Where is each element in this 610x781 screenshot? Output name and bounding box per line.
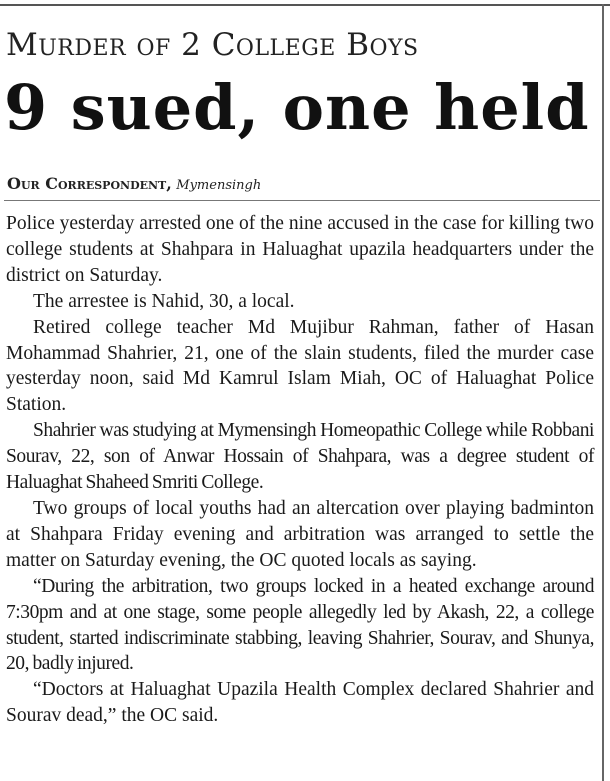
article-body (6, 211, 594, 729)
paragraph: Retired college teacher Md Mujibur Rahman, father of Hasan Mohammad Shahrier, 21, one of the slain students, filed the murder case yesterday noon, said Md Kamrul Islam Miah, OC of Haluaghat Police Station. (6, 316, 594, 416)
byline-place: Mymensingh (176, 178, 262, 193)
paragraph: “During the arbitration, two groups locked in a heated exchange around 7:30pm and at one stage, some people allegedly led by Akash, 22, a college student, started indiscriminate stabbing, leaving Shahrier, Sourav, and Shunya, 20, badly injured. (6, 575, 594, 675)
paragraph: Shahrier was studying at Mymensingh Homeopathic College while Robbani Sourav, 22, son of Anwar Hossain of Shahpara, was a degree student of Haluaghat Shaheed Smriti College. (6, 420, 594, 494)
top-rule (0, 4, 610, 6)
paragraph: “Doctors at Haluaghat Upazila Health Complex declared Shahrier and Sourav dead,” the OC said. (6, 679, 594, 727)
paragraph: Two groups of local youths had an altercation over playing badminton at Shahpara Friday evening and arbitration was arranged to settle the matter on Saturday evening, the OC quoted locals as saying. (6, 497, 594, 571)
paragraph: The arrestee is Nahid, 30, a local. (33, 290, 295, 312)
right-column-rule (602, 4, 604, 781)
byline-divider (4, 200, 600, 201)
paragraph: Police yesterday arrested one of the nine accused in the case for killing two college students at Shahpara in Haluaghat upazila headquarters under the district on Saturday. (6, 213, 594, 286)
byline-name: Our Correspondent, (7, 174, 172, 193)
article-headline: 9 sued, one held (4, 71, 590, 144)
article-kicker: Murder of 2 College Boys (6, 27, 419, 63)
article-byline (7, 174, 261, 196)
